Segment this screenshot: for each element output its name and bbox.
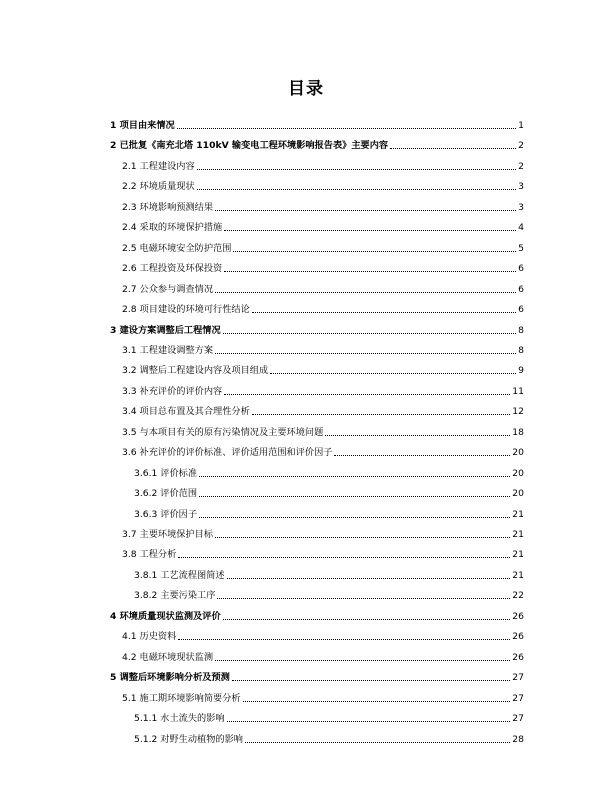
toc-dot-leader — [252, 312, 516, 313]
toc-dot-leader — [199, 517, 510, 518]
toc-entry-label: 2.8 项目建设的环境可行性结论 — [122, 304, 250, 316]
toc-dot-leader — [197, 169, 516, 170]
toc-entry[interactable] — [122, 523, 524, 541]
toc-entry-label: 4 环境质量现状监测及评价 — [110, 610, 221, 622]
toc-entry[interactable] — [134, 564, 524, 582]
toc-dot-leader — [217, 598, 510, 599]
toc-entry-label: 5.1 施工期环境影响简要分析 — [122, 692, 241, 704]
toc-entry-page-number: 6 — [518, 304, 524, 316]
toc-entry-page-number: 11 — [512, 385, 524, 397]
toc-dot-leader — [215, 292, 516, 293]
toc-entry-page-number: 9 — [518, 365, 524, 377]
toc-entry-page-number: 21 — [512, 549, 524, 561]
toc-entry[interactable] — [110, 114, 524, 132]
toc-dot-leader — [178, 557, 510, 558]
toc-dot-leader — [197, 189, 516, 190]
toc-entry-label: 3.6.2 评价范围 — [134, 488, 198, 500]
toc-dot-leader — [243, 701, 511, 702]
toc-entry-label: 2.2 环境质量现状 — [122, 181, 195, 193]
toc-entry-label: 5.1.2 对野生动植物的影响 — [134, 733, 243, 745]
toc-dot-leader — [224, 271, 516, 272]
toc-entry-label: 2.1 工程建设内容 — [122, 160, 195, 172]
toc-dot-leader — [232, 680, 510, 681]
toc-entry-label: 2 已批复《南充北塔 110kV 输变电工程环境影响报告表》主要内容 — [110, 140, 389, 152]
toc-dot-leader — [325, 435, 510, 436]
toc-entry[interactable] — [122, 625, 524, 643]
toc-entry-page-number: 20 — [512, 447, 524, 459]
toc-entry[interactable] — [122, 646, 524, 664]
toc-dot-leader — [199, 476, 510, 477]
toc-entry[interactable] — [122, 216, 524, 234]
toc-entry-label: 4.1 历史资料 — [122, 631, 177, 643]
toc-dot-leader — [223, 619, 511, 620]
toc-entry[interactable] — [134, 482, 524, 500]
toc-dot-leader — [215, 660, 510, 661]
toc-entry[interactable] — [134, 462, 524, 480]
toc-entry-label: 5.1.1 水土流失的影响 — [134, 713, 225, 725]
toc-entry-page-number: 2 — [518, 140, 524, 152]
toc-entry-label: 3 建设方案调整后工程情况 — [110, 324, 221, 336]
toc-entry-page-number: 8 — [518, 324, 524, 336]
toc-entry[interactable] — [110, 319, 524, 337]
toc-entry[interactable] — [122, 687, 524, 705]
toc-dot-leader — [178, 639, 510, 640]
toc-entry[interactable] — [122, 175, 524, 193]
toc-entry[interactable] — [110, 605, 524, 623]
toc-entry-label: 3.1 工程建设调整方案 — [122, 344, 214, 356]
toc-entry[interactable] — [134, 584, 524, 602]
toc-entry[interactable] — [122, 400, 524, 418]
toc-entry[interactable] — [134, 503, 524, 521]
toc-entry[interactable] — [122, 421, 524, 439]
page-title: 目录 — [288, 79, 324, 99]
toc-entry-page-number: 18 — [512, 426, 524, 438]
toc-entry-label: 3.8.2 主要污染工序 — [134, 590, 216, 602]
toc-dot-leader — [334, 455, 510, 456]
toc-entry-page-number: 26 — [512, 651, 524, 663]
toc-entry-page-number: 27 — [512, 692, 524, 704]
toc-entry-page-number: 27 — [512, 713, 524, 725]
toc-entry-page-number: 20 — [512, 467, 524, 479]
toc-entry-page-number: 26 — [512, 610, 524, 622]
toc-dot-leader — [227, 721, 511, 722]
toc-dot-leader — [245, 742, 510, 743]
toc-entry[interactable] — [122, 298, 524, 316]
toc-dot-leader — [252, 414, 511, 415]
toc-entry-label: 5 调整后环境影响分析及预测 — [110, 672, 230, 684]
toc-entry-label: 3.6.3 评价因子 — [134, 508, 198, 520]
toc-entry[interactable] — [134, 728, 524, 746]
toc-entry-label: 3.7 主要环境保护目标 — [122, 529, 214, 540]
toc-entry-label: 3.4 项目总布置及其合理性分析 — [122, 406, 250, 418]
toc-entry[interactable] — [122, 237, 524, 255]
toc-entry-page-number: 12 — [512, 406, 524, 418]
toc-entry-page-number: 26 — [512, 631, 524, 643]
toc-entry[interactable] — [110, 666, 524, 684]
toc-dot-leader — [224, 230, 516, 231]
toc-entry-label: 2.5 电磁环境安全防护范围 — [122, 242, 232, 254]
toc-entry[interactable] — [110, 134, 524, 152]
toc-entry-label: 3.6 补充评价的评价标准、评价适用范围和评价因子 — [122, 447, 333, 459]
toc-entry-page-number: 1 — [518, 120, 524, 131]
toc-entry-label: 3.8 工程分析 — [122, 549, 177, 561]
toc-dot-leader — [224, 394, 510, 395]
toc-entry[interactable] — [122, 155, 524, 173]
toc-entry-page-number: 6 — [518, 263, 524, 275]
toc-entry-label: 2.3 环境影响预测结果 — [122, 201, 214, 213]
toc-dot-leader — [177, 128, 516, 129]
toc-dot-leader — [223, 333, 516, 334]
toc-entry-label: 2.6 工程投资及环保投资 — [122, 263, 223, 275]
toc-entry[interactable] — [122, 380, 524, 398]
toc-entry[interactable] — [122, 196, 524, 214]
toc-entry-page-number: 21 — [512, 569, 524, 581]
toc-entry-page-number: 28 — [512, 733, 524, 745]
toc-dot-leader — [215, 353, 516, 354]
toc-entry-page-number: 22 — [512, 590, 524, 602]
toc-entry[interactable] — [122, 339, 524, 357]
toc-dot-leader — [233, 251, 516, 252]
toc-dot-leader — [215, 537, 510, 538]
toc-entry-page-number: 27 — [512, 672, 524, 684]
toc-entry-page-number: 3 — [518, 181, 524, 193]
toc-entry-page-number: 8 — [518, 344, 524, 356]
toc-entry[interactable] — [122, 359, 524, 377]
toc-entry-page-number: 21 — [512, 529, 524, 540]
toc-entry-label: 1 项目由来情况 — [110, 120, 175, 131]
toc-entry-label: 2.7 公众参与调查情况 — [122, 283, 214, 295]
toc-entry[interactable] — [122, 278, 524, 296]
toc-entry-label: 3.6.1 评价标准 — [134, 467, 198, 479]
toc-dot-leader — [215, 210, 516, 211]
toc-entry-page-number: 2 — [518, 160, 524, 172]
toc-entry-label: 4.2 电磁环境现状监测 — [122, 651, 214, 663]
toc-entry[interactable] — [122, 543, 524, 561]
toc-entry-page-number: 20 — [512, 488, 524, 500]
toc-dot-leader — [227, 578, 511, 579]
toc-entry-page-number: 6 — [518, 283, 524, 295]
toc-entry-label: 3.2 调整后工程建设内容及项目组成 — [122, 365, 269, 377]
toc-dot-leader — [199, 496, 510, 497]
toc-entry-label: 3.8.1 工艺流程图简述 — [134, 569, 225, 581]
toc-entry-label: 3.3 补充评价的评价内容 — [122, 385, 223, 397]
toc-dot-leader — [270, 373, 516, 374]
toc-dot-leader — [390, 148, 516, 149]
toc-entry[interactable] — [122, 441, 524, 459]
toc-entry-label: 2.4 采取的环境保护措施 — [122, 222, 223, 234]
toc-entry-page-number: 21 — [512, 508, 524, 520]
toc-entry[interactable] — [122, 257, 524, 275]
toc-entry-page-number: 3 — [518, 201, 524, 213]
toc-entry-label: 3.5 与本项目有关的原有污染情况及主要环境问题 — [122, 426, 324, 438]
toc-entry-page-number: 4 — [518, 222, 524, 234]
toc-entry-page-number: 5 — [518, 242, 524, 254]
toc-entry[interactable] — [134, 707, 524, 725]
